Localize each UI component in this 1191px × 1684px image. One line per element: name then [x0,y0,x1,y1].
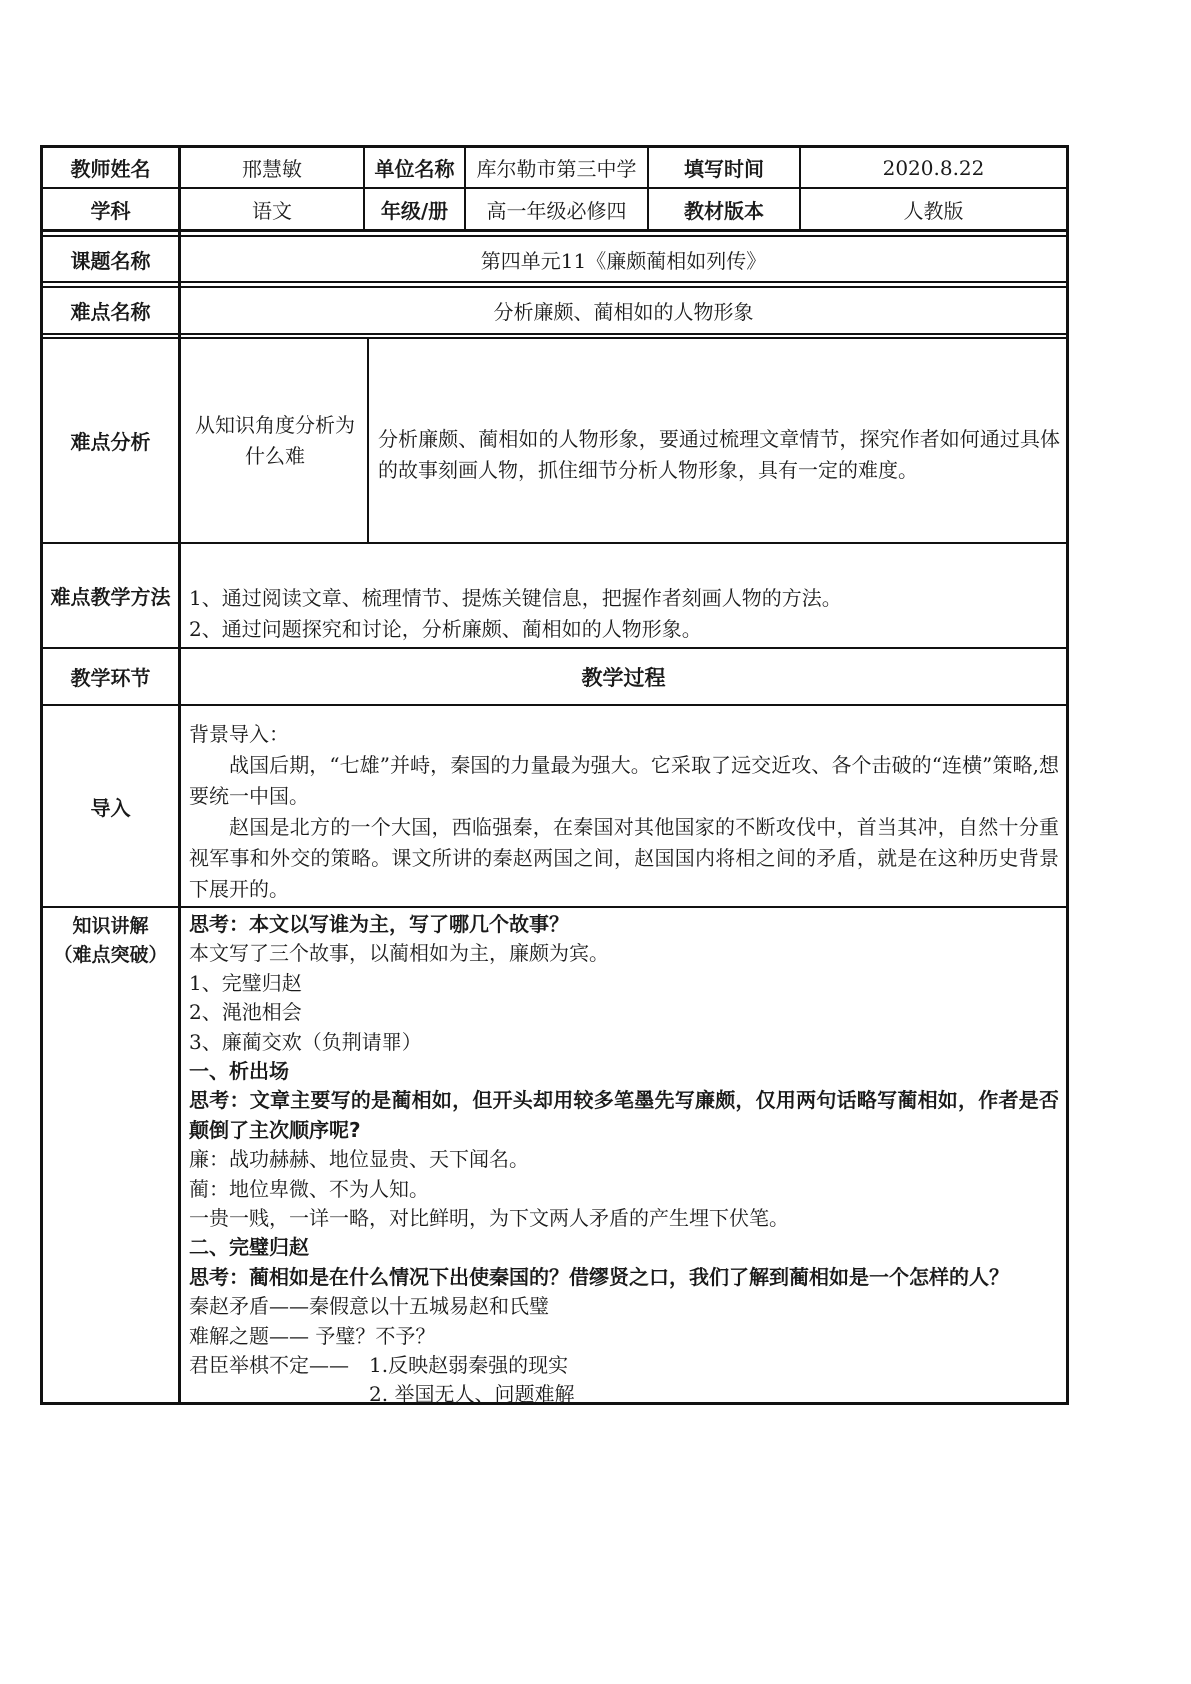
process-stage-label: 教学环节 [70,666,151,690]
conflict-note: 秦赵矛盾——秦假意以十五城易赵和氏璧 [189,1294,549,1319]
question-1: 思考：本文以写谁为主，写了哪几个故事？ [189,912,569,936]
contrast-note: 一贵一贱，一详一略，对比鲜明，为下文两人矛盾的产生埋下伏笔。 [189,1206,789,1231]
difficulty-label: 难点名称 [70,300,151,324]
column-divider [178,145,181,1405]
method-line-1: 1、通过阅读文章、梳理情节、提炼关键信息，把握作者刻画人物的方法。 [189,586,842,610]
knowledge-label-line-2: （难点突破） [53,944,168,966]
dilemma-note: 难解之题—— 予璧？不予？ [189,1323,436,1348]
date-label: 填写时间 [684,157,764,181]
intro-paragraph-1: 战国后期，“七雄”并峙，秦国的力量最为强大。它采取了远交近攻、各个击破的“连横”策略,想要统一中国。 [189,753,1059,808]
row-divider [40,229,1068,232]
answer-1: 本文写了三个故事，以蔺相如为主，廉颇为宾。 [189,941,609,966]
column-divider [367,337,369,544]
teacher-value: 邢慧敏 [242,157,302,181]
row-divider [40,704,1068,706]
question-3: 思考：蔺相如是在什么情况下出使秦国的？借缪贤之口，我们了解到蔺相如是一个怎样的人？ [189,1264,1009,1289]
lian-description: 廉：战功赫赫、地位显贵、天下闻名。 [189,1147,529,1172]
hesitate-row [189,1351,1059,1380]
intro-label: 导入 [90,795,131,820]
teacher-label: 教师姓名 [70,157,151,181]
hesitate-note: 君臣举棋不定—— [189,1353,349,1378]
row-divider [40,906,1068,908]
difficulty-value: 分析廉颇、蔺相如的人物形象 [493,300,754,324]
intro-content [189,719,1059,905]
lin-description: 蔺：地位卑微、不为人知。 [189,1176,429,1201]
knowledge-label [43,912,178,970]
table-border-right [1066,145,1069,1405]
intro-heading: 背景导入： [189,722,289,746]
method-label: 难点教学方法 [50,585,171,609]
story-item: 1、完璧归赵 [189,970,302,995]
topic-label: 课题名称 [70,248,151,273]
row-divider [40,281,1068,283]
intro-paragraph-2: 赵国是北方的一个大国，西临强秦，在秦国对其他国家的不断攻伐中，首当其冲，自然十分重视军事和外交的策略。课文所讲的秦赵两国之间，赵国国内将相之间的矛盾，就是在这种历史背景下展开的。 [189,815,1059,901]
section-heading-1: 一、析出场 [189,1059,289,1084]
knowledge-label-line-1: 知识讲解 [72,915,149,937]
analysis-label: 难点分析 [70,430,151,454]
subject-label: 学科 [90,198,131,223]
process-header: 教学过程 [581,665,666,690]
knowledge-content [189,910,1059,1409]
unit-label: 单位名称 [374,157,455,181]
edition-label: 教材版本 [684,198,764,223]
row-divider [40,333,1068,335]
topic-value: 第四单元11《廉颇蔺相如列传》 [480,248,767,273]
section-heading-2: 二、完璧归赵 [189,1235,309,1260]
reason-1: 1.反映赵弱秦强的现实 [369,1353,569,1378]
row-divider [40,542,1068,544]
method-line-2: 2、通过问题探究和讨论，分析廉颇、蔺相如的人物形象。 [189,617,702,641]
grade-label: 年级/册 [380,198,449,223]
unit-value: 库尔勒市第三中学 [476,157,637,181]
edition-value: 人教版 [903,198,964,223]
question-2: 思考：文章主要写的是蔺相如，但开头却用较多笔墨先写廉颇，仅用两句话略写蔺相如，作者是否颠倒了主次顺序呢? [189,1088,1059,1142]
reason-2: 2. 举国无人、问题难解 [369,1382,575,1407]
analysis-text: 分析廉颇、蔺相如的人物形象，要通过梳理文章情节，探究作者如何通过具体的故事刻画人物，抓住细节分析人物形象，具有一定的难度。 [378,427,1060,482]
date-value: 2020.8.22 [882,155,985,180]
story-item: 3、廉蔺交欢（负荆请罪） [189,1029,422,1054]
analysis-sub-label: 从知识角度分析为什么难 [195,412,355,468]
reason-row [189,1380,1059,1409]
story-item: 2、渑池相会 [189,1000,302,1025]
grade-value: 高一年级必修四 [486,198,627,223]
subject-value: 语文 [252,198,292,223]
